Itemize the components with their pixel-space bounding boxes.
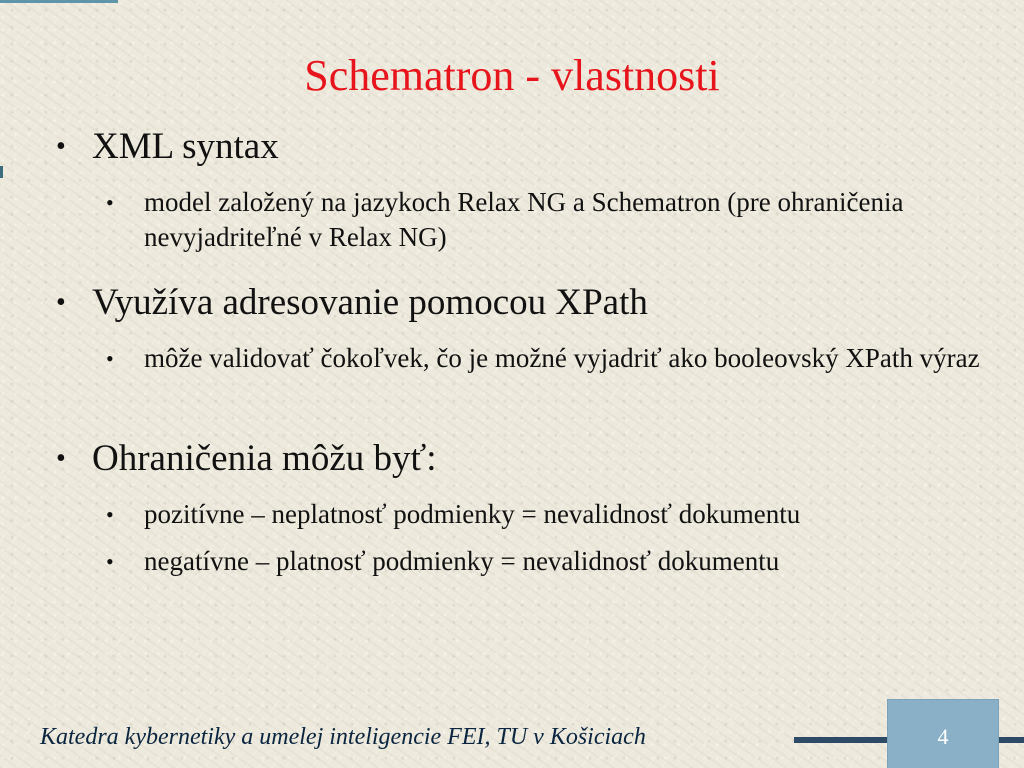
sub-bullet-model [106, 185, 1004, 255]
sub-bullet-validate [106, 341, 1004, 376]
footer-institution: Katedra kybernetiky a umelej inteligencie FEI, TU v Košiciach [40, 724, 646, 750]
sub-bullet-text: môže validovať čokoľvek, čo je možné vyjadriť ako booleovský XPath výraz [144, 343, 980, 373]
bullet-xpath [56, 281, 992, 325]
sub-bullet-text: model založený na jazykoch Relax NG a Schematron (pre ohraničenia nevyjadriteľné v Relax NG) [144, 187, 904, 252]
top-accent-strip [0, 0, 118, 3]
bullet-text: Využíva adresovanie pomocou XPath [92, 282, 648, 323]
bullet-dot-icon: • [106, 502, 114, 527]
bullet-dot-icon: • [56, 443, 66, 474]
sub-bullet-text: negatívne – platnosť podmienky = nevalidnosť dokumentu [144, 546, 780, 576]
bullet-constraints [56, 437, 992, 481]
bullet-dot-icon: • [106, 190, 114, 215]
bullet-text: Ohraničenia môžu byť: [92, 438, 437, 479]
bullet-text: XML syntax [92, 126, 279, 167]
page-number: 4 [937, 724, 949, 749]
slide-title: Schematron - vlastnosti [304, 51, 720, 100]
sub-bullet-negative [106, 544, 1004, 579]
sub-bullet-positive [106, 497, 1004, 532]
bullet-xml-syntax [56, 125, 992, 169]
bullet-dot-icon: • [106, 346, 114, 371]
page-number-box [888, 700, 998, 768]
bullet-dot-icon: • [56, 131, 66, 162]
bullet-dot-icon: • [106, 549, 114, 574]
left-edge-marker [0, 166, 3, 178]
sub-bullet-text: pozitívne – neplatnosť podmienky = nevalidnosť dokumentu [144, 499, 801, 529]
bullet-dot-icon: • [56, 287, 66, 318]
